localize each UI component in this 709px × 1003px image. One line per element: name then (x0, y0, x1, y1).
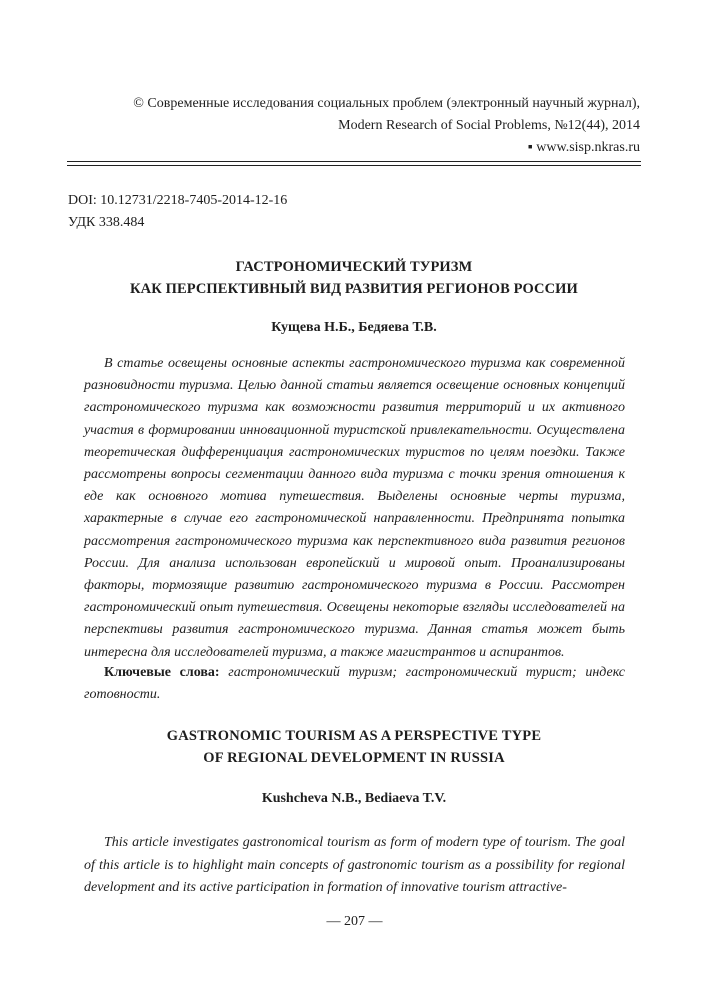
ru-keywords (84, 662, 625, 706)
journal-name-ru: © Современные исследования социальных проблем (электронный научный журнал), (133, 96, 640, 111)
en-title-line-1: GASTRONOMIC TOURISM AS A PERSPECTIVE TYPE (166, 728, 542, 744)
journal-website[interactable]: ▪ www.sisp.nkras.ru (527, 140, 640, 155)
keywords-text: гастрономический туризм; гастрономический турист; индекс готовности. (84, 665, 625, 703)
ru-title-line-2: КАК ПЕРСПЕКТИВНЫЙ ВИД РАЗВИТИЯ РЕГИОНОВ РОССИИ (130, 281, 578, 297)
journal-name-en: Modern Research of Social Problems, №12(44), 2014 (338, 118, 640, 133)
page-number: — 207 — (326, 914, 383, 929)
header-rule-thick (67, 161, 641, 162)
article-meta (68, 190, 287, 234)
ru-abstract (84, 353, 625, 664)
en-authors: Kushcheva N.B., Bediaeva T.V. (261, 791, 447, 806)
header-rule-thin (67, 165, 641, 166)
journal-header (80, 93, 640, 159)
ru-article-title (67, 256, 641, 300)
doi: DOI: 10.12731/2218-7405-2014-12-16 (68, 193, 288, 208)
en-title-line-2: OF REGIONAL DEVELOPMENT IN RUSSIA (203, 750, 505, 766)
ru-title-line-1: ГАСТРОНОМИЧЕСКИЙ ТУРИЗМ (235, 259, 473, 275)
ru-abstract-text: В статье освещены основные аспекты гастрономического туризма как современной разновидности туризма. Целью данной статьи является освещение основных концепций гастрономического туризма как возможности развития территорий и их активного участия в формировании инновационной туристской привлекательности. Осуществлена теоретическая дифференциация гастрономических туристов по целям поездки. Также рассмотрены вопросы сегментации данного вида туризма с точки зрения отношения к еде как основного мотива путешествия. Выделены основные черты туризма, характерные в случае его гастрономической направленности. Предпринята попытка рассмотрения гастрономического туризма как перспективного вида развития регионов России. Для анализа использован европейский и мировой опыт. Проанализированы факторы, тормозящие развитию гастрономического туризма в России. Рассмотрен гастрономический опыт путешествия. Освещены некоторые взгляды исследователей на перспективы развития гастрономического туризма. Данная статья может быть интересна для исследователей туризма, а также магистрантов и аспирантов. (84, 356, 625, 660)
ru-authors: Кущева Н.Б., Бедяева Т.В. (271, 320, 437, 335)
udk: УДК 338.484 (68, 215, 145, 230)
keywords-label: Ключевые слова: (104, 665, 220, 680)
en-article-title (67, 725, 641, 769)
en-abstract (84, 832, 625, 900)
en-abstract-text: This article investigates gastronomical tourism as form of modern type of tourism. The goal of this article is to highlight main concepts of gastronomic tourism as a possibility for regional development and its active participation in formation of innovative tourism attractive- (84, 835, 625, 895)
